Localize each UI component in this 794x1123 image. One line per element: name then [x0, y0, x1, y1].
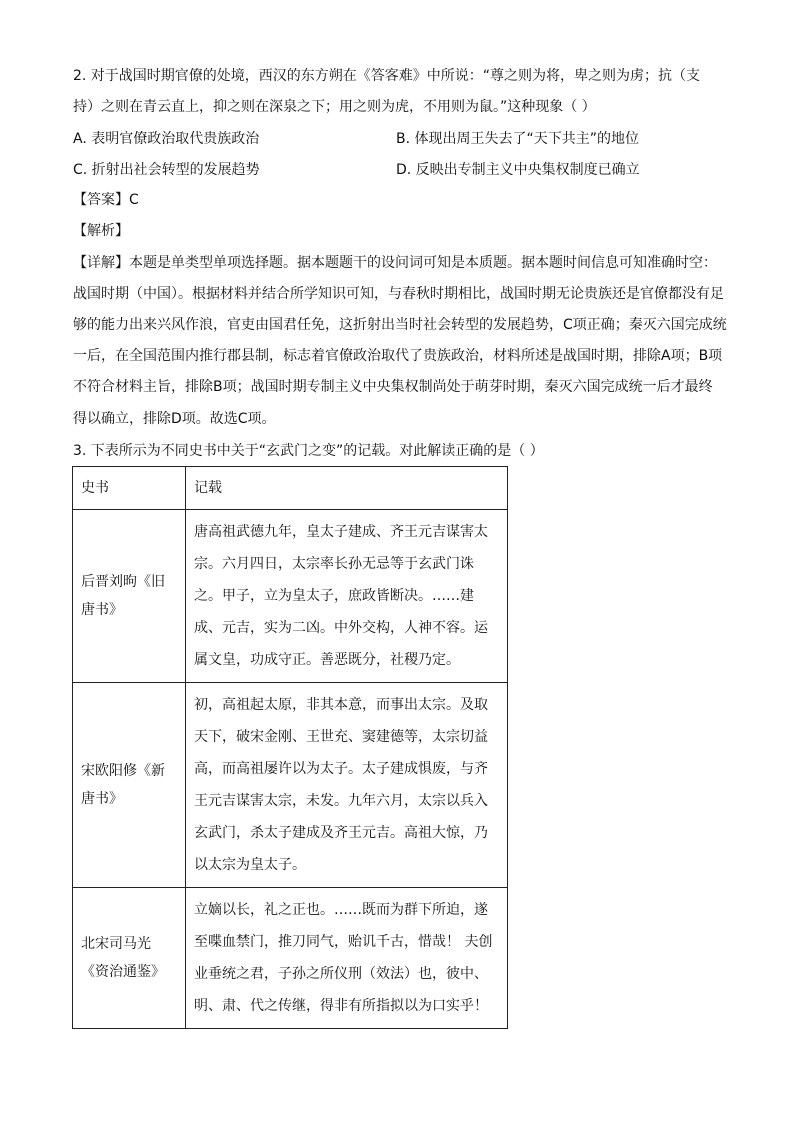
source-cell: [73, 683, 186, 888]
q2-option-b: B. 体现出周王失去了“天下共主”的地位: [396, 131, 640, 147]
q2-explanation-line: 不符合材料主旨，排除B项；战国时期专制主义中央集权制尚处于萌芽时期，秦灭六国完成统一后才最终: [73, 379, 713, 395]
record-line: 之。甲子，立为皇太子，庶政皆断决。……建: [194, 588, 474, 604]
source-line: 宋欧阳修《新: [81, 763, 165, 779]
record-line: 成、元吉，实为二凶。中外交构，人神不容。运: [194, 620, 488, 636]
q2-option-c: C. 折射出社会转型的发展趋势: [73, 162, 260, 178]
q2-explanation-line: 【详解】本题是单类型单项选择题。据本题题干的设问词可知是本质题。据本题时间信息可知准确时空：: [73, 255, 717, 271]
record-line: 宗。六月四日，太宗率长孙无忌等于玄武门诛: [194, 556, 474, 572]
source-line: 唐书》: [81, 602, 123, 618]
record-line: 至喋血禁门，推刀同气，贻讥千古，惜哉！ 夫创: [194, 934, 493, 950]
source-cell: [73, 510, 186, 683]
q2-explanation-line: 得以确立，排除D项。故选C项。: [73, 411, 276, 427]
q2-answer: 【答案】C: [73, 192, 139, 208]
q3-stem: 3. 下表所示为不同史书中关于“玄武门之变”的记载。对此解读正确的是（ ）: [73, 443, 544, 459]
table-row: [73, 888, 508, 1029]
source-line: 唐书》: [81, 791, 123, 807]
table-row: [73, 510, 508, 683]
table-row: [73, 683, 508, 888]
source-line: 后晋刘昫《旧: [81, 574, 165, 590]
header-record: 记载: [186, 467, 508, 510]
record-line: 王元吉谋害太宗，未发。九年六月，太宗以兵入: [194, 793, 488, 809]
record-line: 立嫡以长，礼之正也。……既而为群下所迫，遂: [194, 902, 488, 918]
table-header-row: [73, 467, 508, 510]
q2-analysis-label: 【解析】: [73, 223, 129, 239]
record-line: 玄武门，杀太子建成及齐王元吉。高祖大惊，乃: [194, 825, 488, 841]
q2-explanation-line: 够的能力出来兴风作浪，官吏由国君任免，这折射出当时社会转型的发展趋势，C项正确；秦灭六国完成统: [73, 317, 727, 333]
q2-option-a: A. 表明官僚政治取代贵族政治: [73, 131, 260, 147]
source-line: 北宋司马光: [81, 936, 151, 952]
q2-explanation-line: 一后，在全国范围内推行郡县制，标志着官僚政治取代了贵族政治，材料所述是战国时期，排除A项；B项: [73, 348, 723, 364]
header-source: 史书: [73, 467, 186, 510]
record-line: 唐高祖武德九年，皇太子建成、齐王元吉谋害太: [194, 524, 488, 540]
q2-stem-line-1: 2. 对于战国时期官僚的处境，西汉的东方朔在《答客难》中所说：“尊之则为将，卑之则为虏；抗（支: [73, 68, 701, 84]
record-line: 业垂统之君，子孙之所仪刑（效法）也，彼中、: [194, 966, 488, 982]
q2-explanation-line: 战国时期（中国）。根据材料并结合所学知识可知，与春秋时期相比，战国时期无论贵族还是官僚都没有足: [73, 286, 724, 302]
source-cell: [73, 888, 186, 1029]
history-records-table: [72, 466, 508, 1029]
record-cell: [186, 683, 508, 888]
record-line: 明、肃、代之传继，得非有所指拟以为口实乎！: [194, 998, 488, 1014]
record-cell: [186, 510, 508, 683]
source-line: 《资治通鉴》: [81, 964, 165, 980]
record-cell: [186, 888, 508, 1029]
record-line: 高，而高祖屡许以为太子。太子建成惧废，与齐: [194, 761, 488, 777]
q2-option-d: D. 反映出专制主义中央集权制度已确立: [396, 162, 640, 178]
record-line: 以太宗为皇太子。: [194, 857, 306, 873]
record-line: 初，高祖起太原，非其本意，而事出太宗。及取: [194, 697, 488, 713]
record-line: 属文皇，功成守正。善恶既分，社稷乃定。: [194, 652, 460, 668]
q2-stem-line-2: 持）之则在青云直上，抑之则在深泉之下；用之则为虎，不用则为鼠。”这种现象（ ）: [73, 99, 596, 115]
record-line: 天下，破宋金刚、王世充、窦建德等，太宗切益: [194, 729, 488, 745]
